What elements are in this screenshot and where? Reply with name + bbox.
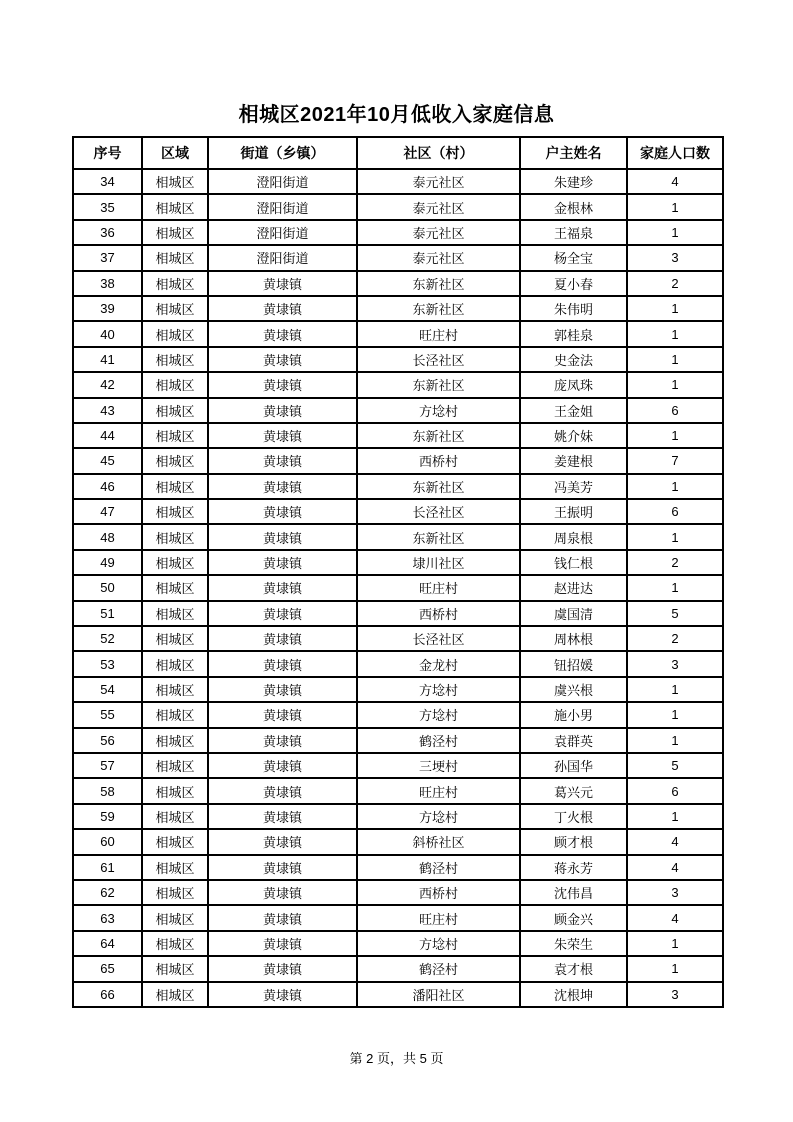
table-cell: 相城区	[142, 448, 208, 473]
table-cell: 袁才根	[520, 956, 627, 981]
table-cell: 旺庄村	[357, 321, 520, 346]
table-cell: 黄埭镇	[208, 931, 357, 956]
table-cell: 周泉根	[520, 524, 627, 549]
table-cell: 钱仁根	[520, 550, 627, 575]
table-cell: 相城区	[142, 550, 208, 575]
table-row	[73, 271, 723, 296]
table-cell: 1	[627, 423, 723, 448]
table-row	[73, 651, 723, 676]
table-row	[73, 194, 723, 219]
table-row	[73, 321, 723, 346]
table-cell: 虞兴根	[520, 677, 627, 702]
table-cell: 顾才根	[520, 829, 627, 854]
table-row	[73, 448, 723, 473]
table-cell: 相城区	[142, 956, 208, 981]
table-cell: 金龙村	[357, 651, 520, 676]
table-cell: 金根林	[520, 194, 627, 219]
table-cell: 方埝村	[357, 804, 520, 829]
table-cell: 孙国华	[520, 753, 627, 778]
table-cell: 4	[627, 855, 723, 880]
table-cell: 3	[627, 982, 723, 1007]
table-cell: 1	[627, 956, 723, 981]
table-cell: 1	[627, 194, 723, 219]
table-cell: 葛兴元	[520, 778, 627, 803]
table-cell: 黄埭镇	[208, 296, 357, 321]
table-cell: 黄埭镇	[208, 626, 357, 651]
table-cell: 澄阳街道	[208, 194, 357, 219]
table-cell: 相城区	[142, 982, 208, 1007]
table-cell: 沈根坤	[520, 982, 627, 1007]
table-row	[73, 245, 723, 270]
table-cell: 64	[73, 931, 142, 956]
table-cell: 相城区	[142, 271, 208, 296]
table-cell: 钮招媛	[520, 651, 627, 676]
table-cell: 相城区	[142, 398, 208, 423]
table-cell: 相城区	[142, 804, 208, 829]
table-cell: 5	[627, 601, 723, 626]
table-cell: 旺庄村	[357, 778, 520, 803]
table-header-row	[73, 137, 723, 169]
table-cell: 65	[73, 956, 142, 981]
table-cell: 黄埭镇	[208, 651, 357, 676]
table-row	[73, 728, 723, 753]
table-cell: 1	[627, 804, 723, 829]
table-cell: 1	[627, 321, 723, 346]
table-cell: 旺庄村	[357, 905, 520, 930]
table-row	[73, 296, 723, 321]
table-cell: 丁火根	[520, 804, 627, 829]
table-cell: 相城区	[142, 423, 208, 448]
table-cell: 泰元社区	[357, 194, 520, 219]
table-cell: 相城区	[142, 575, 208, 600]
page-number-indicator: 第 2 页，共 5 页	[349, 1051, 444, 1066]
table-cell: 长泾社区	[357, 347, 520, 372]
table-cell: 周林根	[520, 626, 627, 651]
table-cell: 相城区	[142, 524, 208, 549]
table-cell: 黄埭镇	[208, 956, 357, 981]
table-cell: 鹤泾村	[357, 855, 520, 880]
table-cell: 相城区	[142, 347, 208, 372]
table-cell: 黄埭镇	[208, 271, 357, 296]
table-cell: 63	[73, 905, 142, 930]
table-cell: 55	[73, 702, 142, 727]
table-row	[73, 423, 723, 448]
table-cell: 黄埭镇	[208, 575, 357, 600]
table-cell: 黄埭镇	[208, 398, 357, 423]
table-cell: 6	[627, 778, 723, 803]
column-header: 街道（乡镇）	[208, 137, 357, 169]
table-cell: 5	[627, 753, 723, 778]
table-cell: 4	[627, 169, 723, 194]
table-cell: 58	[73, 778, 142, 803]
table-cell: 冯美芳	[520, 474, 627, 499]
table-cell: 泰元社区	[357, 169, 520, 194]
table-row	[73, 601, 723, 626]
table-row	[73, 855, 723, 880]
table-cell: 1	[627, 296, 723, 321]
table-cell: 35	[73, 194, 142, 219]
table-cell: 52	[73, 626, 142, 651]
table-cell: 61	[73, 855, 142, 880]
table-row	[73, 982, 723, 1007]
table-cell: 相城区	[142, 778, 208, 803]
low-income-family-table	[72, 136, 724, 1008]
table-cell: 3	[627, 880, 723, 905]
table-cell: 蒋永芳	[520, 855, 627, 880]
table-cell: 杨全宝	[520, 245, 627, 270]
table-cell: 黄埭镇	[208, 524, 357, 549]
page-title: 相城区2021年10月低收入家庭信息	[238, 104, 555, 126]
table-row	[73, 905, 723, 930]
table-cell: 相城区	[142, 880, 208, 905]
table-cell: 东新社区	[357, 372, 520, 397]
table-cell: 黄埭镇	[208, 778, 357, 803]
table-cell: 2	[627, 271, 723, 296]
table-cell: 43	[73, 398, 142, 423]
table-cell: 朱伟明	[520, 296, 627, 321]
table-cell: 42	[73, 372, 142, 397]
table-cell: 44	[73, 423, 142, 448]
table-cell: 相城区	[142, 753, 208, 778]
table-cell: 黄埭镇	[208, 702, 357, 727]
table-cell: 郭桂泉	[520, 321, 627, 346]
table-cell: 黄埭镇	[208, 347, 357, 372]
table-row	[73, 702, 723, 727]
table-cell: 黄埭镇	[208, 804, 357, 829]
table-cell: 沈伟昌	[520, 880, 627, 905]
table-cell: 泰元社区	[357, 245, 520, 270]
table-cell: 相城区	[142, 702, 208, 727]
table-cell: 相城区	[142, 601, 208, 626]
table-cell: 相城区	[142, 321, 208, 346]
table-cell: 6	[627, 398, 723, 423]
table-row	[73, 575, 723, 600]
table-row	[73, 524, 723, 549]
table-cell: 51	[73, 601, 142, 626]
table-cell: 6	[627, 499, 723, 524]
table-cell: 姚介妹	[520, 423, 627, 448]
table-cell: 姜建根	[520, 448, 627, 473]
table-cell: 1	[627, 474, 723, 499]
table-cell: 黄埭镇	[208, 448, 357, 473]
table-cell: 王福泉	[520, 220, 627, 245]
table-cell: 相城区	[142, 169, 208, 194]
table-cell: 54	[73, 677, 142, 702]
table-cell: 4	[627, 829, 723, 854]
table-cell: 48	[73, 524, 142, 549]
table-cell: 1	[627, 931, 723, 956]
table-cell: 袁群英	[520, 728, 627, 753]
table-cell: 相城区	[142, 194, 208, 219]
table-cell: 黄埭镇	[208, 499, 357, 524]
table-cell: 62	[73, 880, 142, 905]
table-cell: 4	[627, 905, 723, 930]
table-cell: 埭川社区	[357, 550, 520, 575]
table-row	[73, 398, 723, 423]
table-cell: 黄埭镇	[208, 550, 357, 575]
table-cell: 鹤泾村	[357, 728, 520, 753]
table-cell: 39	[73, 296, 142, 321]
table-cell: 1	[627, 575, 723, 600]
table-cell: 1	[627, 347, 723, 372]
table-row	[73, 778, 723, 803]
table-cell: 黄埭镇	[208, 601, 357, 626]
table-cell: 斜桥社区	[357, 829, 520, 854]
table-cell: 41	[73, 347, 142, 372]
table-cell: 黄埭镇	[208, 905, 357, 930]
column-header: 区域	[142, 137, 208, 169]
table-cell: 西桥村	[357, 448, 520, 473]
table-cell: 黄埭镇	[208, 880, 357, 905]
table-row	[73, 220, 723, 245]
table-cell: 2	[627, 626, 723, 651]
table-cell: 方埝村	[357, 398, 520, 423]
column-header: 家庭人口数	[627, 137, 723, 169]
table-cell: 66	[73, 982, 142, 1007]
table-cell: 相城区	[142, 474, 208, 499]
table-row	[73, 931, 723, 956]
table-cell: 黄埭镇	[208, 855, 357, 880]
table-cell: 庞凤珠	[520, 372, 627, 397]
table-cell: 53	[73, 651, 142, 676]
table-cell: 37	[73, 245, 142, 270]
table-cell: 虞国清	[520, 601, 627, 626]
table-cell: 相城区	[142, 855, 208, 880]
table-cell: 赵进达	[520, 575, 627, 600]
table-row	[73, 499, 723, 524]
table-row	[73, 347, 723, 372]
table-cell: 黄埭镇	[208, 753, 357, 778]
table-cell: 方埝村	[357, 931, 520, 956]
table-cell: 56	[73, 728, 142, 753]
table-cell: 57	[73, 753, 142, 778]
table-cell: 相城区	[142, 372, 208, 397]
table-cell: 40	[73, 321, 142, 346]
table-cell: 朱荣生	[520, 931, 627, 956]
table-row	[73, 550, 723, 575]
table-cell: 顾金兴	[520, 905, 627, 930]
table-row	[73, 956, 723, 981]
table-row	[73, 474, 723, 499]
table-cell: 澄阳街道	[208, 169, 357, 194]
column-header: 户主姓名	[520, 137, 627, 169]
table-cell: 36	[73, 220, 142, 245]
column-header: 序号	[73, 137, 142, 169]
table-cell: 朱建珍	[520, 169, 627, 194]
table-cell: 黄埭镇	[208, 372, 357, 397]
column-header: 社区（村）	[357, 137, 520, 169]
table-cell: 相城区	[142, 245, 208, 270]
table-cell: 46	[73, 474, 142, 499]
table-cell: 施小男	[520, 702, 627, 727]
table-cell: 夏小春	[520, 271, 627, 296]
table-row	[73, 372, 723, 397]
table-cell: 潘阳社区	[357, 982, 520, 1007]
table-row	[73, 880, 723, 905]
table-cell: 东新社区	[357, 271, 520, 296]
table-cell: 旺庄村	[357, 575, 520, 600]
table-cell: 相城区	[142, 651, 208, 676]
table-cell: 2	[627, 550, 723, 575]
table-cell: 方埝村	[357, 677, 520, 702]
table-cell: 黄埭镇	[208, 321, 357, 346]
table-row	[73, 804, 723, 829]
table-cell: 1	[627, 702, 723, 727]
table-cell: 50	[73, 575, 142, 600]
table-cell: 相城区	[142, 677, 208, 702]
table-cell: 西桥村	[357, 601, 520, 626]
table-cell: 相城区	[142, 626, 208, 651]
table-cell: 相城区	[142, 296, 208, 321]
table-cell: 1	[627, 220, 723, 245]
table-cell: 3	[627, 245, 723, 270]
table-row	[73, 169, 723, 194]
table-cell: 东新社区	[357, 296, 520, 321]
table-cell: 三埂村	[357, 753, 520, 778]
table-cell: 鹤泾村	[357, 956, 520, 981]
table-cell: 47	[73, 499, 142, 524]
table-cell: 澄阳街道	[208, 220, 357, 245]
table-cell: 38	[73, 271, 142, 296]
table-cell: 方埝村	[357, 702, 520, 727]
table-cell: 相城区	[142, 931, 208, 956]
table-cell: 1	[627, 372, 723, 397]
table-cell: 60	[73, 829, 142, 854]
table-cell: 东新社区	[357, 524, 520, 549]
table-cell: 黄埭镇	[208, 677, 357, 702]
table-cell: 黄埭镇	[208, 982, 357, 1007]
table-row	[73, 626, 723, 651]
table-cell: 7	[627, 448, 723, 473]
table-cell: 相城区	[142, 220, 208, 245]
table-cell: 49	[73, 550, 142, 575]
table-row	[73, 829, 723, 854]
table-cell: 34	[73, 169, 142, 194]
table-cell: 王金姐	[520, 398, 627, 423]
table-cell: 1	[627, 524, 723, 549]
table-cell: 长泾社区	[357, 499, 520, 524]
table-cell: 相城区	[142, 829, 208, 854]
table-row	[73, 677, 723, 702]
table-cell: 黄埭镇	[208, 423, 357, 448]
table-cell: 黄埭镇	[208, 728, 357, 753]
table-cell: 王振明	[520, 499, 627, 524]
table-cell: 相城区	[142, 728, 208, 753]
table-cell: 东新社区	[357, 474, 520, 499]
table-cell: 1	[627, 728, 723, 753]
table-cell: 史金法	[520, 347, 627, 372]
table-cell: 45	[73, 448, 142, 473]
table-cell: 澄阳街道	[208, 245, 357, 270]
table-cell: 黄埭镇	[208, 474, 357, 499]
table-cell: 长泾社区	[357, 626, 520, 651]
table-cell: 3	[627, 651, 723, 676]
table-cell: 西桥村	[357, 880, 520, 905]
table-cell: 59	[73, 804, 142, 829]
table-cell: 黄埭镇	[208, 829, 357, 854]
table-cell: 泰元社区	[357, 220, 520, 245]
table-cell: 1	[627, 677, 723, 702]
table-cell: 相城区	[142, 905, 208, 930]
table-cell: 相城区	[142, 499, 208, 524]
table-row	[73, 753, 723, 778]
table-cell: 东新社区	[357, 423, 520, 448]
